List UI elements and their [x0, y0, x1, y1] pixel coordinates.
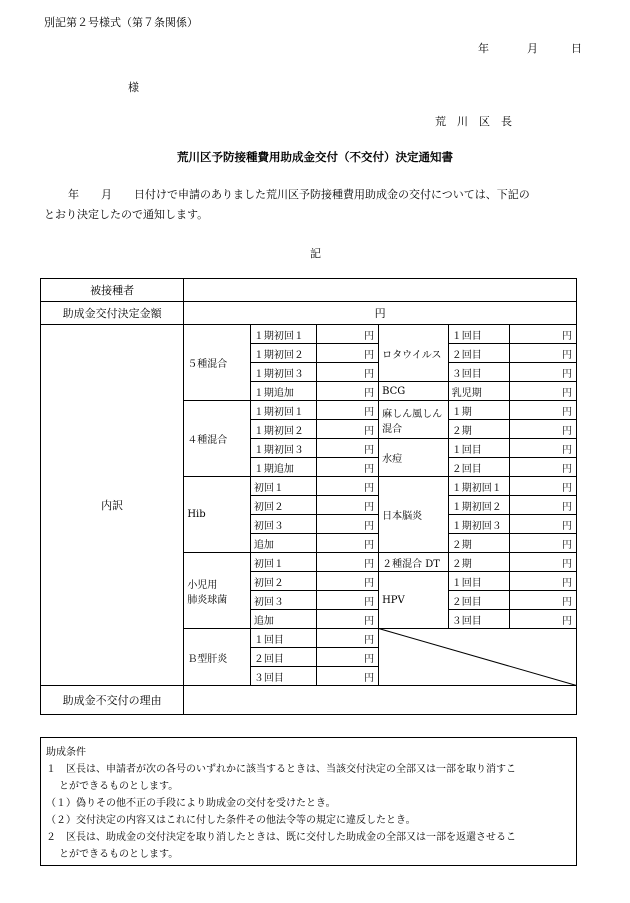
dose-label: ３回目	[448, 610, 510, 629]
dose-amount[interactable]: 円	[510, 553, 577, 572]
dose-amount[interactable]: 円	[510, 572, 577, 591]
dose-amount[interactable]: 円	[316, 629, 379, 648]
amount-label: 助成金交付決定金額	[41, 302, 184, 325]
vaccine-left-1: ４種混合	[184, 401, 251, 477]
dose-label: ２回目	[448, 458, 510, 477]
vaccine-left-2: Hib	[184, 477, 251, 553]
vaccine-left-4: Ｂ型肝炎	[184, 629, 251, 686]
dose-label: １期追加	[250, 382, 316, 401]
dose-label: １期初回３	[250, 363, 316, 382]
vaccine-right-6: HPV	[379, 572, 449, 629]
dose-label: １期	[448, 401, 510, 420]
vaccine-name-line2: 混合	[382, 423, 403, 435]
dose-label: 初回１	[250, 477, 316, 496]
condition-1-1: （１）偽りその他不正の手段により助成金の交付を受けたとき。	[46, 798, 336, 809]
condition-1a: １ 区長は、申請者が次の各号のいずれかに該当するときは、当該交付決定の全部又は一部を取り消すこ	[46, 764, 516, 775]
dose-amount[interactable]: 円	[510, 610, 577, 629]
date-day: 日	[571, 42, 582, 55]
recipient-label: 被接種者	[41, 279, 184, 302]
dose-amount[interactable]: 円	[510, 420, 577, 439]
condition-1b: とができるものとします。	[59, 781, 179, 792]
dose-label: １回目	[250, 629, 316, 648]
dose-amount[interactable]: 円	[316, 477, 379, 496]
addressee-suffix: 様	[128, 81, 139, 94]
dose-amount[interactable]: 円	[316, 420, 379, 439]
dose-label: １期初回３	[448, 515, 510, 534]
dose-amount[interactable]: 円	[510, 325, 577, 344]
vaccine-name-line2: 肺炎球菌	[187, 594, 228, 606]
condition-2b: とができるものとします。	[59, 849, 179, 860]
vaccine-right-0: ロタウイルス	[379, 325, 449, 382]
dose-amount[interactable]: 円	[510, 534, 577, 553]
dose-label: １期初回１	[250, 401, 316, 420]
dose-amount[interactable]: 円	[316, 439, 379, 458]
dose-label: 初回１	[250, 553, 316, 572]
body-line-1: 年 月 日付けで申請のありました荒川区予防接種費用助成金の交付については、下記の	[68, 188, 530, 201]
date-month: 月	[527, 42, 538, 55]
vaccine-right-5: ２種混合 DT	[379, 553, 449, 572]
dose-label: ３回目	[448, 363, 510, 382]
body-line-2: とおり決定したので通知します。	[44, 208, 209, 221]
vaccine-name-line1: 麻しん風しん	[382, 408, 443, 420]
ki-mark: 記	[310, 247, 321, 260]
dose-amount[interactable]: 円	[316, 401, 379, 420]
dose-amount[interactable]: 円	[316, 591, 379, 610]
vaccine-name-line1: 小児用	[187, 579, 218, 591]
vaccine-right-4: 日本脳炎	[379, 477, 449, 553]
dose-amount[interactable]: 円	[316, 496, 379, 515]
dose-amount[interactable]: 円	[316, 515, 379, 534]
dose-label: 初回２	[250, 496, 316, 515]
vaccine-right-1: BCG	[379, 382, 449, 401]
dose-label: 追加	[250, 610, 316, 629]
dose-label: １期初回２	[250, 344, 316, 363]
dose-amount[interactable]: 円	[510, 401, 577, 420]
vaccine-left-0: ５種混合	[184, 325, 251, 401]
dose-amount[interactable]: 円	[316, 344, 379, 363]
dose-amount[interactable]: 円	[316, 648, 379, 667]
dose-label: 追加	[250, 534, 316, 553]
dose-label: １期初回１	[448, 477, 510, 496]
vaccine-right-3: 水痘	[379, 439, 449, 477]
dose-amount[interactable]: 円	[316, 382, 379, 401]
dose-label: ２回目	[250, 648, 316, 667]
dose-label: １期初回２	[250, 420, 316, 439]
dose-label: １期追加	[250, 458, 316, 477]
condition-2a: ２ 区長は、助成金の交付決定を取り消したときは、既に交付した助成金の全部又は一部を返還させるこ	[46, 832, 516, 843]
conditions-box	[40, 737, 577, 866]
form-label: 別記第２号様式（第７条関係）	[44, 16, 198, 29]
breakdown-label: 内訳	[41, 325, 184, 686]
dose-label: ２期	[448, 420, 510, 439]
dose-label: １期初回１	[250, 325, 316, 344]
issuer: 荒 川 区 長	[435, 115, 512, 128]
dose-amount[interactable]: 円	[316, 534, 379, 553]
dose-amount[interactable]: 円	[510, 458, 577, 477]
dose-label: 初回３	[250, 591, 316, 610]
dose-label: ２期	[448, 553, 510, 572]
dose-label: １期初回２	[448, 496, 510, 515]
dose-label: 初回３	[250, 515, 316, 534]
dose-amount[interactable]: 円	[510, 382, 577, 401]
dose-label: ２回目	[448, 591, 510, 610]
dose-amount[interactable]: 円	[510, 496, 577, 515]
conditions-heading: 助成条件	[46, 747, 86, 758]
dose-amount[interactable]: 円	[316, 553, 379, 572]
document-title: 荒川区予防接種費用助成金交付（不交付）決定通知書	[177, 150, 453, 164]
dose-amount[interactable]: 円	[510, 363, 577, 382]
condition-1-2: （２）交付決定の内容又はこれに付した条件その他法令等の規定に違反したとき。	[46, 815, 416, 826]
dose-label: １回目	[448, 325, 510, 344]
dose-amount[interactable]: 円	[510, 477, 577, 496]
dose-amount[interactable]: 円	[510, 515, 577, 534]
dose-amount[interactable]: 円	[316, 458, 379, 477]
dose-label: 乳児期	[448, 382, 510, 401]
dose-amount[interactable]: 円	[316, 325, 379, 344]
dose-label: ２回目	[448, 344, 510, 363]
reason-label: 助成金不交付の理由	[41, 686, 184, 715]
dose-label: 初回２	[250, 572, 316, 591]
dose-amount[interactable]: 円	[510, 439, 577, 458]
dose-label: ３回目	[250, 667, 316, 686]
dose-label: １期初回３	[250, 439, 316, 458]
dose-amount[interactable]: 円	[316, 667, 379, 686]
dose-label: １回目	[448, 439, 510, 458]
dose-amount[interactable]: 円	[510, 591, 577, 610]
dose-amount[interactable]: 円	[316, 572, 379, 591]
dose-label: ２期	[448, 534, 510, 553]
dose-label: １回目	[448, 572, 510, 591]
dose-amount[interactable]: 円	[316, 610, 379, 629]
date-year: 年	[478, 42, 489, 55]
dose-amount[interactable]: 円	[510, 344, 577, 363]
dose-amount[interactable]: 円	[316, 363, 379, 382]
diagonal-line	[379, 629, 577, 686]
amount-value[interactable]: 円	[184, 302, 577, 325]
